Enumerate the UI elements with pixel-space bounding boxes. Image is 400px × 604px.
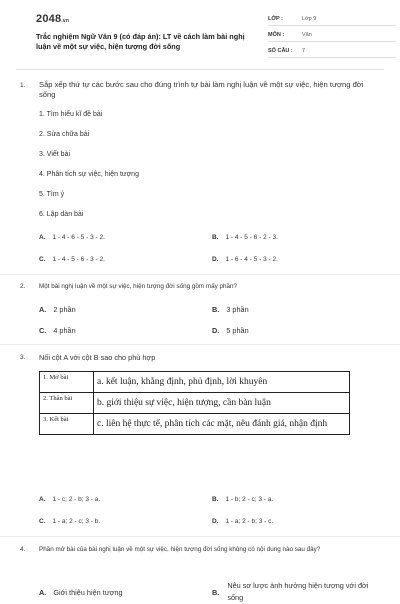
list-item: 5. Tìm ý (39, 191, 65, 198)
option-text: 1 - a; 2 - b; 3 - c. (225, 518, 274, 525)
site-logo[interactable] (36, 13, 69, 25)
option-text: 5 phần (226, 326, 249, 335)
option-letter: D. (212, 326, 220, 335)
option-letter: A. (39, 234, 46, 241)
question-number: 3. (20, 354, 26, 361)
meta-label: LỚP : (268, 16, 283, 22)
option-text: 4 phần (53, 326, 76, 335)
table-row (40, 393, 350, 414)
option-text: 1 - c; 2 - b; 3 - a. (52, 496, 101, 503)
option-letter: A. (39, 305, 47, 314)
answer-option-b[interactable] (212, 234, 278, 241)
option-letter: D. (212, 256, 219, 263)
meta-value: 7 (302, 48, 306, 54)
answer-option-a[interactable] (39, 496, 100, 503)
document-title: Trắc nghiệm Ngữ Văn 9 (có đáp án): LT về cách làm bài nghị luận về một sự việc, hiện tượng đời sống (36, 32, 245, 51)
option-text: Giới thiệu hiện tượng (53, 588, 123, 597)
answer-option-b[interactable] (212, 581, 377, 604)
option-letter: A. (39, 496, 46, 503)
column-a-cell: 2. Thân bài (40, 393, 94, 414)
matching-table (39, 371, 350, 435)
option-text: 1 - 4 - 5 - 6 - 3 - 2. (52, 256, 105, 263)
option-text: Nêu sơ lược ảnh hưởng hiện tượng với đời sống (227, 581, 369, 602)
answer-option-c[interactable] (39, 326, 76, 335)
answer-option-d[interactable] (212, 326, 249, 335)
answer-option-c[interactable] (39, 518, 100, 525)
option-text: 1 - b; 2 - c; 3 - a. (225, 496, 274, 503)
question-divider (0, 274, 400, 275)
column-b-cell: a. kết luận, khẳng định, phủ định, lời khuyên (94, 372, 350, 393)
option-text: 3 phần (226, 305, 249, 314)
answer-option-a[interactable] (39, 234, 105, 241)
meta-label: MÔN : (268, 32, 285, 38)
table-row (40, 414, 350, 435)
meta-row-count (268, 45, 396, 58)
option-letter: B. (212, 588, 220, 597)
answer-option-d[interactable] (212, 518, 273, 525)
header-divider (16, 69, 384, 70)
table-row (40, 372, 350, 393)
question-number: 4. (20, 546, 26, 553)
meta-row-subject (268, 29, 396, 42)
option-letter: B. (212, 234, 219, 241)
question-divider (0, 344, 400, 345)
answer-option-b[interactable] (212, 496, 273, 503)
answer-option-d[interactable] (212, 256, 278, 263)
list-item: 4. Phân tích sự việc, hiện tượng (39, 171, 139, 178)
meta-label: SỐ CÂU : (268, 48, 293, 54)
question-number: 2. (20, 283, 26, 290)
logo-text: 2048 (36, 13, 62, 25)
option-letter: C. (39, 518, 46, 525)
option-letter: B. (212, 496, 219, 503)
option-text: 1 - 6 - 4 - 5 - 3 - 2. (225, 256, 278, 263)
option-text: 1 - 4 - 5 - 6 - 2 - 3. (225, 234, 278, 241)
option-letter: C. (39, 326, 47, 335)
list-item: 6. Lập dàn bài (39, 211, 84, 218)
question-text: Phần mở bài của bài nghị luận về một sự việc, hiện tượng đời sống không có nội dung nào sau đây? (39, 546, 321, 553)
answer-option-c[interactable] (39, 256, 105, 263)
answer-option-a[interactable] (39, 588, 123, 597)
column-a-cell: 3. Kết bài (40, 414, 94, 435)
meta-row-class (268, 13, 396, 26)
question-number: 1. (20, 82, 26, 89)
question-divider (0, 536, 400, 537)
option-letter: C. (39, 256, 46, 263)
list-item: 2. Sửa chữa bài (39, 131, 90, 138)
column-b-cell: c. liên hệ thực tế, phân tích các mặt, nêu đánh giá, nhận định (94, 414, 350, 435)
option-letter: B. (212, 305, 220, 314)
logo-suffix: .vn (61, 18, 70, 24)
page-header (16, 0, 384, 70)
list-item: 1. Tìm hiểu kĩ đề bài (39, 111, 103, 118)
option-letter: D. (212, 518, 219, 525)
option-text: 1 - 4 - 6 - 5 - 3 - 2. (52, 234, 105, 241)
meta-value: Lớp 9 (302, 16, 317, 22)
meta-info (268, 13, 396, 61)
question-text: Nối cột A với cột B sao cho phù hợp (39, 353, 156, 362)
question-text: Một bài nghị luận về một sự việc, hiện tượng đời sống gồm mấy phần? (39, 283, 238, 290)
answer-option-a[interactable] (39, 305, 76, 314)
option-text: 2 phần (53, 305, 76, 314)
column-b-cell: b. giới thiệu sự việc, hiện tượng, cần bàn luận (94, 393, 350, 414)
answer-option-b[interactable] (212, 305, 249, 314)
column-a-cell: 1. Mở bài (40, 372, 94, 393)
option-text: 1 - a; 2 - c; 3 - b. (52, 518, 101, 525)
meta-value: Văn (302, 32, 312, 38)
option-letter: A. (39, 588, 47, 597)
list-item: 3. Viết bài (39, 151, 71, 158)
question-text: Sắp xếp thứ tự các bước sau cho đúng trình tự bài làm nghị luận về một sự việc, hiện tượng đời sống (39, 80, 364, 99)
